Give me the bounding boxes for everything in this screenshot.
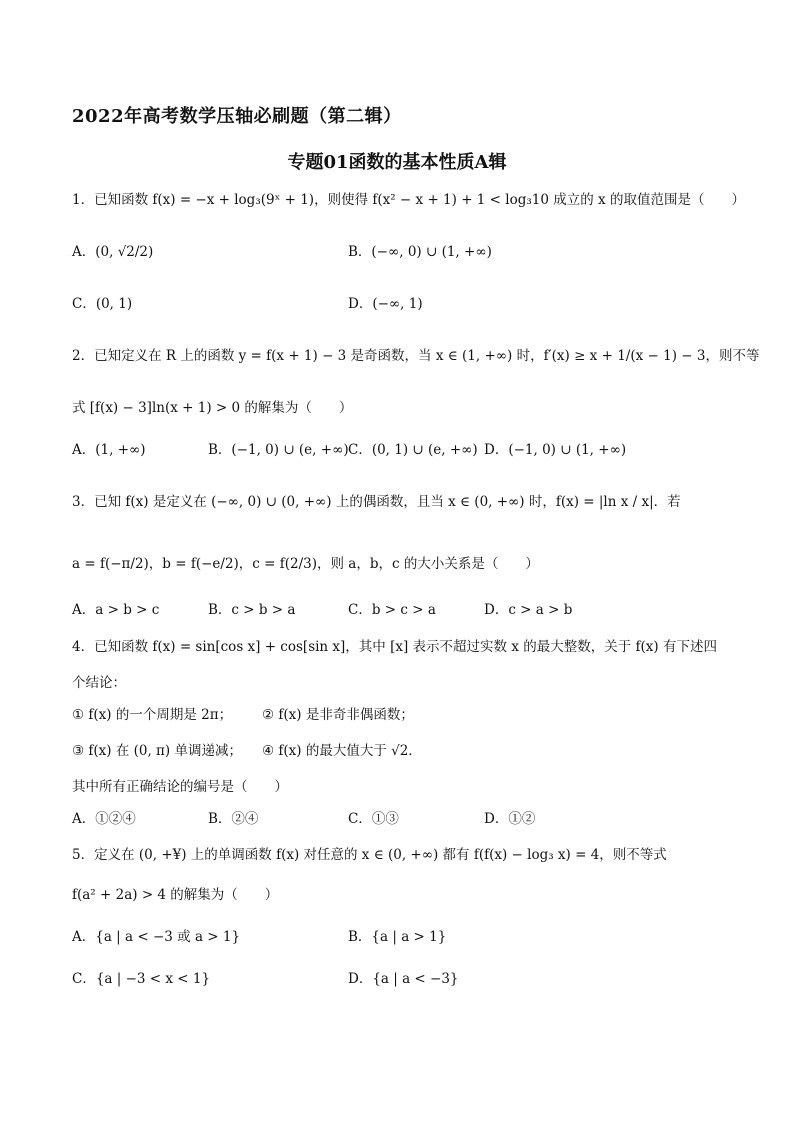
q2-option-a: A．(1, +∞) (72, 442, 146, 458)
q4-conclusion-1: ① f(x) 的一个周期是 2π； (72, 707, 233, 723)
q4-ask: 其中所有正确结论的编号是（ ） (72, 779, 288, 795)
q1-option-a: A．(0, √2/2) (72, 244, 154, 260)
q5-stem-line2: f(a² + 2a) > 4 的解集为（ ） (72, 887, 279, 903)
q1-stem: 1．已知函数 f(x) = −x + log₃(9ˣ + 1)，则使得 f(x² − x + 1) + 1 < log₃10 成立的 x 的取值范围是（ ） (72, 192, 745, 208)
q4-stem-line1: 4．已知函数 f(x) = sin[cos x] + cos[sin x]，其中 [x] 表示不超过实数 x 的最大整数，关于 f(x) 有下述四 (72, 639, 717, 655)
q2-option-b: B．(−1, 0) ∪ (e, +∞) (208, 442, 349, 458)
q4-option-c: C．①③ (348, 811, 399, 827)
q5-option-b: B．{a | a > 1} (348, 929, 447, 945)
q5-stem-line1: 5．定义在 (0, +¥) 上的单调函数 f(x) 对任意的 x ∈ (0, +∞) 都有 f(f(x) − log₃ x) = 4，则不等式 (72, 847, 667, 863)
q4-conclusion-3: ③ f(x) 在 (0, π) 单调递减； (72, 743, 242, 759)
q3-option-d: D．c > a > b (484, 602, 573, 618)
q1-option-b: B．(−∞, 0) ∪ (1, +∞) (348, 244, 492, 260)
q4-option-a: A．①②④ (72, 811, 136, 827)
q3-option-a: A．a > b > c (72, 602, 160, 618)
page-title: 2022年高考数学压轴必刷题（第二辑） (72, 106, 402, 127)
q3-option-c: C．b > c > a (348, 602, 436, 618)
q1-option-c: C．(0, 1) (72, 296, 133, 312)
q3-option-b: B．c > b > a (208, 602, 296, 618)
page-subtitle: 专题01函数的基本性质A辑 (287, 152, 507, 173)
q4-option-d: D．①② (484, 811, 536, 827)
q5-option-c: C．{a | −3 < x < 1} (72, 971, 211, 987)
q4-option-b: B．②④ (208, 811, 259, 827)
q2-stem-line2: 式 [f(x) − 3]ln(x + 1) > 0 的解集为（ ） (72, 400, 353, 416)
q3-stem-line2: a = f(−π/2)，b = f(−e/2)，c = f(2/3)，则 a，b，c 的大小关系是（ ） (72, 556, 539, 572)
q5-option-d: D．{a | a < −3} (348, 971, 459, 987)
q1-option-d: D．(−∞, 1) (348, 296, 423, 312)
q4-stem-line2: 个结论： (72, 675, 126, 691)
q4-conclusion-4: ④ f(x) 的最大值大于 √2． (262, 743, 422, 759)
q3-stem-line1: 3．已知 f(x) 是定义在 (−∞, 0) ∪ (0, +∞) 上的偶函数，且当 x ∈ (0, +∞) 时，f(x) = |ln x / x|．若 (72, 494, 681, 510)
q4-conclusion-2: ② f(x) 是非奇非偶函数； (262, 707, 414, 723)
q2-option-c: C．(0, 1) ∪ (e, +∞) (348, 442, 478, 458)
q2-stem-line1: 2．已知定义在 R 上的函数 y = f(x + 1) − 3 是奇函数，当 x ∈ (1, +∞) 时，f′(x) ≥ x + 1/(x − 1) − 3，则不等 (72, 348, 760, 364)
q2-option-d: D．(−1, 0) ∪ (1, +∞) (484, 442, 627, 458)
q5-option-a: A．{a | a < −3 或 a > 1} (72, 929, 241, 945)
